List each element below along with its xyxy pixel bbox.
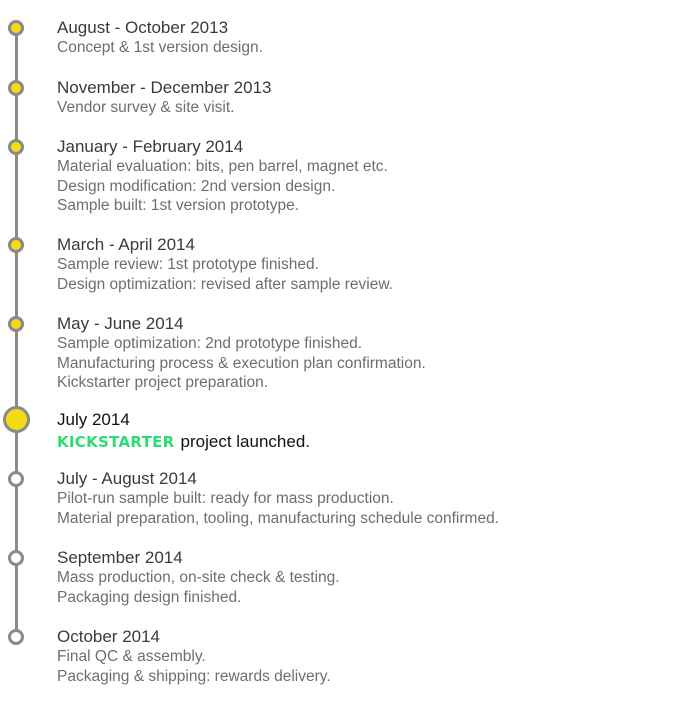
milestone-may-jun-2014	[57, 314, 690, 393]
timeline-line	[15, 28, 18, 637]
milestone-detail: Kickstarter project preparation.	[57, 374, 269, 391]
milestone-detail: Material preparation, tooling, manufacturing schedule confirmed.	[57, 509, 499, 527]
milestone-date: November - December 2013	[57, 78, 272, 97]
milestone-marker-oct-2014	[8, 629, 24, 645]
milestone-date: March - April 2014	[57, 235, 195, 254]
milestone-nov-dec-2013	[57, 78, 690, 118]
milestone-detail: project launched.	[180, 432, 311, 451]
milestone-aug-oct-2013	[57, 18, 690, 58]
milestone-detail: Vendor survey & site visit.	[57, 99, 235, 116]
milestone-date: October 2014	[57, 627, 161, 646]
milestone-date: September 2014	[57, 548, 183, 567]
milestone-detail: Mass production, on-site check & testing.	[57, 569, 340, 586]
milestone-jul-aug-2014	[57, 469, 690, 528]
milestone-detail: Sample built: 1st version prototype.	[57, 197, 300, 214]
milestone-detail: Pilot-run sample built: ready for mass production.	[57, 490, 394, 507]
milestone-marker-jul-aug-2014	[8, 471, 24, 487]
milestone-sep-2014	[57, 548, 690, 607]
milestone-jan-feb-2014	[57, 137, 690, 216]
kickstarter-launch-line	[57, 431, 690, 453]
milestone-marker-may-jun-2014	[8, 316, 24, 332]
milestone-detail: Sample review: 1st prototype finished.	[57, 256, 319, 273]
milestone-oct-2014	[57, 627, 690, 686]
milestone-detail: Manufacturing process & execution plan confirmation.	[57, 354, 426, 372]
milestone-marker-nov-dec-2013	[8, 80, 24, 96]
milestone-detail: Design modification: 2nd version design.	[57, 177, 336, 195]
milestone-detail: Packaging design finished.	[57, 588, 242, 606]
milestone-date: July - August 2014	[57, 469, 197, 488]
milestone-marker-aug-oct-2013	[8, 20, 24, 36]
milestone-marker-sep-2014	[8, 550, 24, 566]
kickstarter-logo: KICKSTARTER	[57, 433, 175, 451]
milestone-detail: Concept & 1st version design.	[57, 39, 263, 56]
milestone-date: May - June 2014	[57, 314, 184, 333]
milestone-detail: Final QC & assembly.	[57, 648, 206, 665]
milestone-mar-apr-2014	[57, 235, 690, 294]
milestone-detail: Sample optimization: 2nd prototype finished.	[57, 335, 363, 352]
milestone-marker-jul-2014-current	[3, 406, 30, 433]
milestone-jul-2014-current	[57, 410, 690, 453]
milestone-date: January - February 2014	[57, 137, 244, 156]
milestone-date: July 2014	[57, 410, 130, 429]
milestone-marker-jan-feb-2014	[8, 139, 24, 155]
milestone-date: August - October 2013	[57, 18, 229, 37]
milestone-detail: Packaging & shipping: rewards delivery.	[57, 667, 331, 685]
milestone-detail: Design optimization: revised after sample review.	[57, 275, 393, 293]
milestone-detail: Material evaluation: bits, pen barrel, magnet etc.	[57, 158, 388, 175]
milestone-marker-mar-apr-2014	[8, 237, 24, 253]
